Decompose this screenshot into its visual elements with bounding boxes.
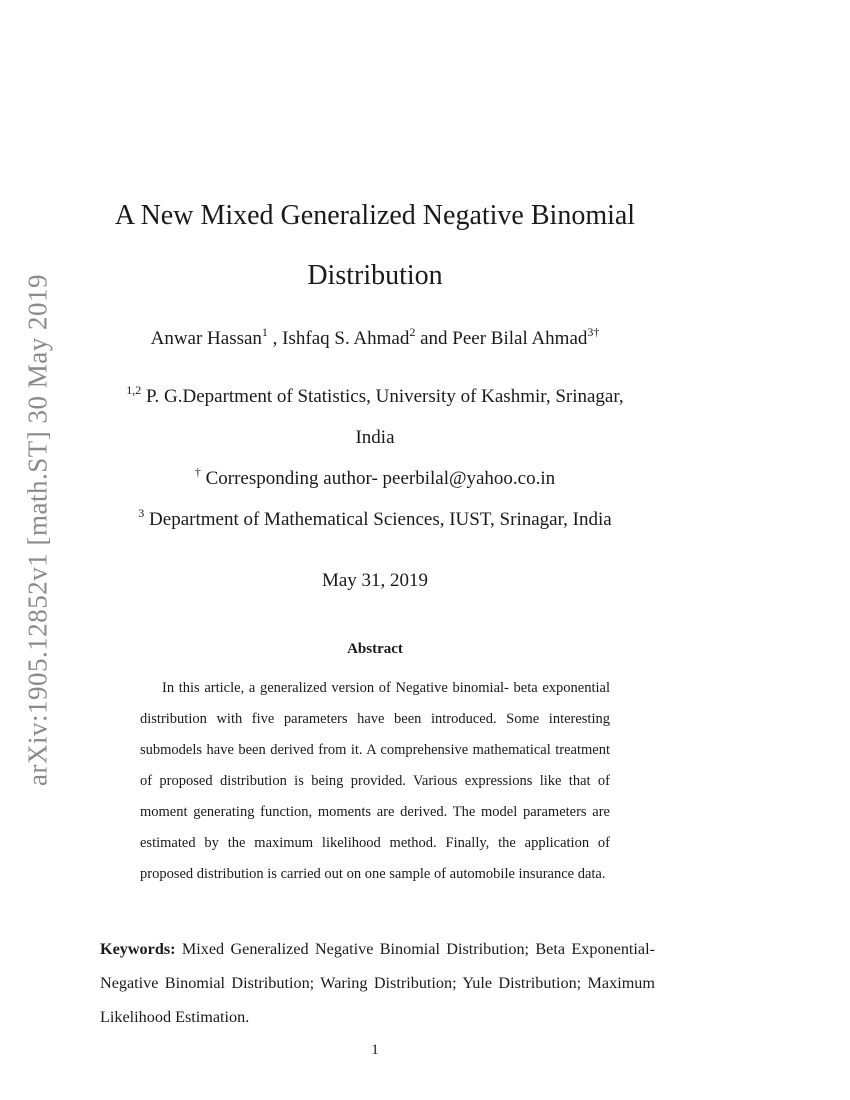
corresponding-author — [0, 465, 750, 490]
abstract-heading: Abstract — [347, 641, 403, 657]
author-affiliation-mark: 1 — [261, 325, 268, 339]
paper-title: A New Mixed Generalized Negative Binomial Distribution — [114, 200, 636, 291]
affiliation-3 — [0, 506, 750, 531]
affiliation-text: P. G.Department of Statistics, University of Kashmir, Srinagar, — [141, 386, 624, 407]
affiliation-text: Department of Mathematical Sciences, IUST, Srinagar, India — [144, 509, 612, 530]
page-number: 1 — [371, 1042, 379, 1058]
author-affiliation-mark: 3† — [587, 325, 600, 339]
author-name: Ishfaq S. Ahmad — [282, 328, 410, 349]
author-name: Anwar Hassan — [150, 328, 262, 349]
arxiv-identifier-stamp: arXiv:1905.12852v1 [math.ST] 30 May 2019 — [22, 274, 53, 786]
author-separator: , — [267, 328, 283, 349]
keywords-label: Keywords: — [100, 940, 176, 958]
author-separator: and — [415, 328, 453, 349]
corresponding-author-text: Corresponding author- peerbilal@yahoo.co.in — [200, 468, 556, 489]
keywords-paragraph — [100, 932, 655, 1034]
affiliation-1 — [0, 383, 750, 408]
keywords-text: Mixed Generalized Negative Binomial Distribution; Beta Exponential-Negative Binomial Distribution; Waring Distribution; Yule Distribution; Maximum Likelihood Estimation. — [100, 940, 655, 1026]
author-name: Peer Bilal Ahmad — [452, 328, 588, 349]
author-line — [0, 325, 750, 350]
affiliation-mark: 1,2 — [126, 383, 142, 397]
abstract-text: In this article, a generalized version of Negative binomial- beta exponential distribution with five parameters have been introduced. Some interesting submodels have been derived from it. A comprehensive mathematical treatment of proposed distribution is being provided. Various expressions like that of moment generating function, moments are derived. The model parameters are estimated by the maximum likelihood method. Finally, the application of proposed distribution is carried out on one sample of automobile insurance data. — [140, 680, 610, 882]
affiliation-1-country: India — [355, 427, 395, 448]
dagger-mark: † — [194, 465, 201, 479]
paper-date: May 31, 2019 — [321, 570, 429, 591]
affiliation-mark: 3 — [138, 506, 145, 520]
author-affiliation-mark: 2 — [409, 325, 416, 339]
